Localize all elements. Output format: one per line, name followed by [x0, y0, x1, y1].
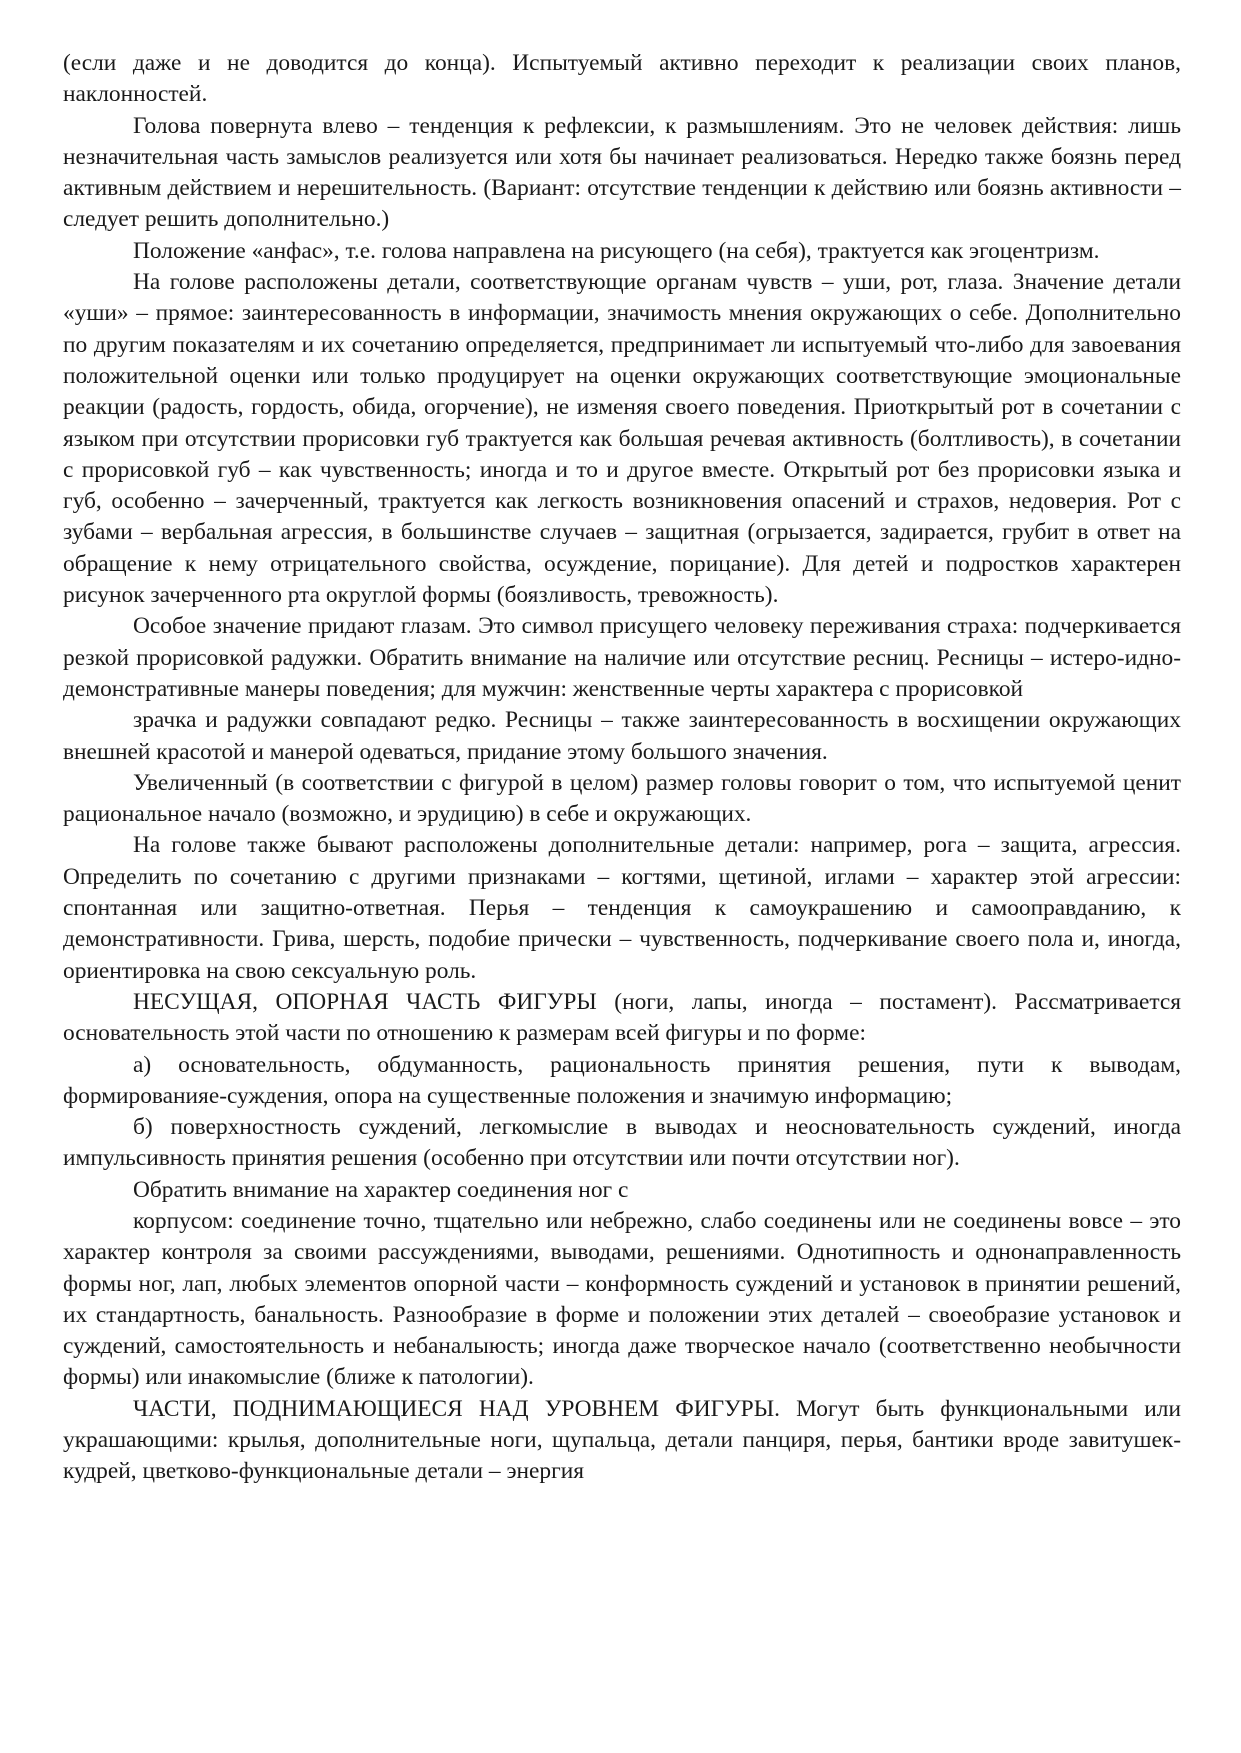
- paragraph: зрачка и радужки совпадают редко. Ресницы – также заинтересованность в восхищении окружающих внешней красотой и манерой одеваться, придание этому большого значения.: [63, 707, 1181, 765]
- section-heading-paragraph: ЧАСТИ, ПОДНИМАЮЩИЕСЯ НАД УРОВНЕМ ФИГУРЫ. Могут быть функциональными или украшающими: крылья, дополнительные ноги, щупальца, детали панциря, перья, бантики вроде завитушек-кудрей, цветково-функциональные детали – энергия: [63, 1395, 1181, 1485]
- paragraph: Голова повернута влево – тенденция к рефлексии, к размышлениям. Это не человек действия: лишь незначительная часть замыслов реализуется или хотя бы начинает реализоваться. Нередко также боязнь перед активным действием и нерешительность. (Вариант: отсутствие тенденции к действию или боязнь активности – следует решить дополнительно.): [63, 112, 1181, 233]
- paragraph: На голове расположены детали, соответствующие органам чувств – уши, рот, глаза. Значение детали «уши» – прямое: заинтересованность в информации, значимость мнения окружающих о себе. Дополнительно по другим показателям и их сочетанию определяется, предпринимает ли испытуемый что-либо для завоевания положительной оценки или только продуцирует на оценки окружающих соответствующие эмоциональные реакции (радость, гордость, обида, огорчение), не изменяя своего поведения. Приоткрытый рот в сочетании с языком при отсутствии прорисовки губ трактуется как большая речевая активность (болтливость), в сочетании с прорисовкой губ – как чувственность; иногда и то и другое вместе. Открытый рот без прорисовки языка и губ, особенно – зачерченный, трактуется как легкость возникновения опасений и страхов, недоверия. Рот с зубами – вербальная агрессия, в большинстве случаев – защитная (огрызается, задирается, грубит в ответ на обращение к нему отрицательного свойства, осуждение, порицание). Для детей и подростков характерен рисунок зачерченного рта округлой формы (боязливость, тревожность).: [63, 269, 1181, 609]
- paragraph: (если даже и не доводится до конца). Испытуемый активно переходит к реализации своих планов, наклонностей.: [63, 50, 1181, 108]
- paragraph: Увеличенный (в соответствии с фигурой в целом) размер головы говорит о том, что испытуемой ценит рациональное начало (возможно, и эрудицию) в себе и окружающих.: [63, 769, 1181, 828]
- list-item-a: а) основательность, обдуманность, рациональность принятия решения, пути к выводам, формированияе-суждения, опора на существенные положения и значимую информацию;: [63, 1051, 1181, 1109]
- paragraph: На голове также бывают расположены дополнительные детали: например, рога – защита, агрессия. Определить по сочетанию с другими признаками – когтями, щетиной, иглами – характер этой агрессии: спонтанная или защитно-ответная. Перья – тенденция к самоукрашению и самооправданию, к демонстративности. Грива, шерсть, подобие прически – чувственность, подчеркивание своего пола и, иногда, ориентировка на свою сексуальную роль.: [63, 832, 1181, 984]
- document-page: [63, 48, 1181, 1488]
- paragraph: Обратить внимание на характер соединения ног с: [133, 1176, 629, 1203]
- paragraph: Особое значение придают глазам. Это символ присущего человеку переживания страха: подчеркивается резкой прорисовкой радужки. Обратить внимание на наличие или отсутствие ресниц. Ресницы – истеро-идно-демонстративные манеры поведения; для мужчин: женственные черты характера с прорисовкой: [63, 613, 1181, 702]
- paragraph: Положение «анфас», т.е. голова направлена на рисующего (на себя), трактуется как эгоцентризм.: [133, 237, 1100, 264]
- list-item-b: б) поверхностность суждений, легкомыслие в выводах и неосновательность суждений, иногда импульсивность принятия решения (особенно при отсутствии или почти отсутствии ног).: [63, 1114, 1181, 1172]
- section-heading-paragraph: НЕСУЩАЯ, ОПОРНАЯ ЧАСТЬ ФИГУРЫ (ноги, лапы, иногда – постамент). Рассматривается основательность этой части по отношению к размерам всей фигуры и по форме:: [63, 988, 1181, 1047]
- paragraph: корпусом: соединение точно, тщательно или небрежно, слабо соединены или не соединены вовсе – это характер контроля за своими рассуждениями, выводами, решениями. Однотипность и однонаправленность формы ног, лап, любых элементов опорной части – конформность суждений и установок в принятии решений, их стандартность, банальность. Разнообразие в форме и положении этих деталей – своеобразие установок и суждений, самостоятельность и небаналыюсть; иногда даже творческое начало (соответственно необычности формы) или инакомыслие (ближе к патологии).: [63, 1207, 1181, 1391]
